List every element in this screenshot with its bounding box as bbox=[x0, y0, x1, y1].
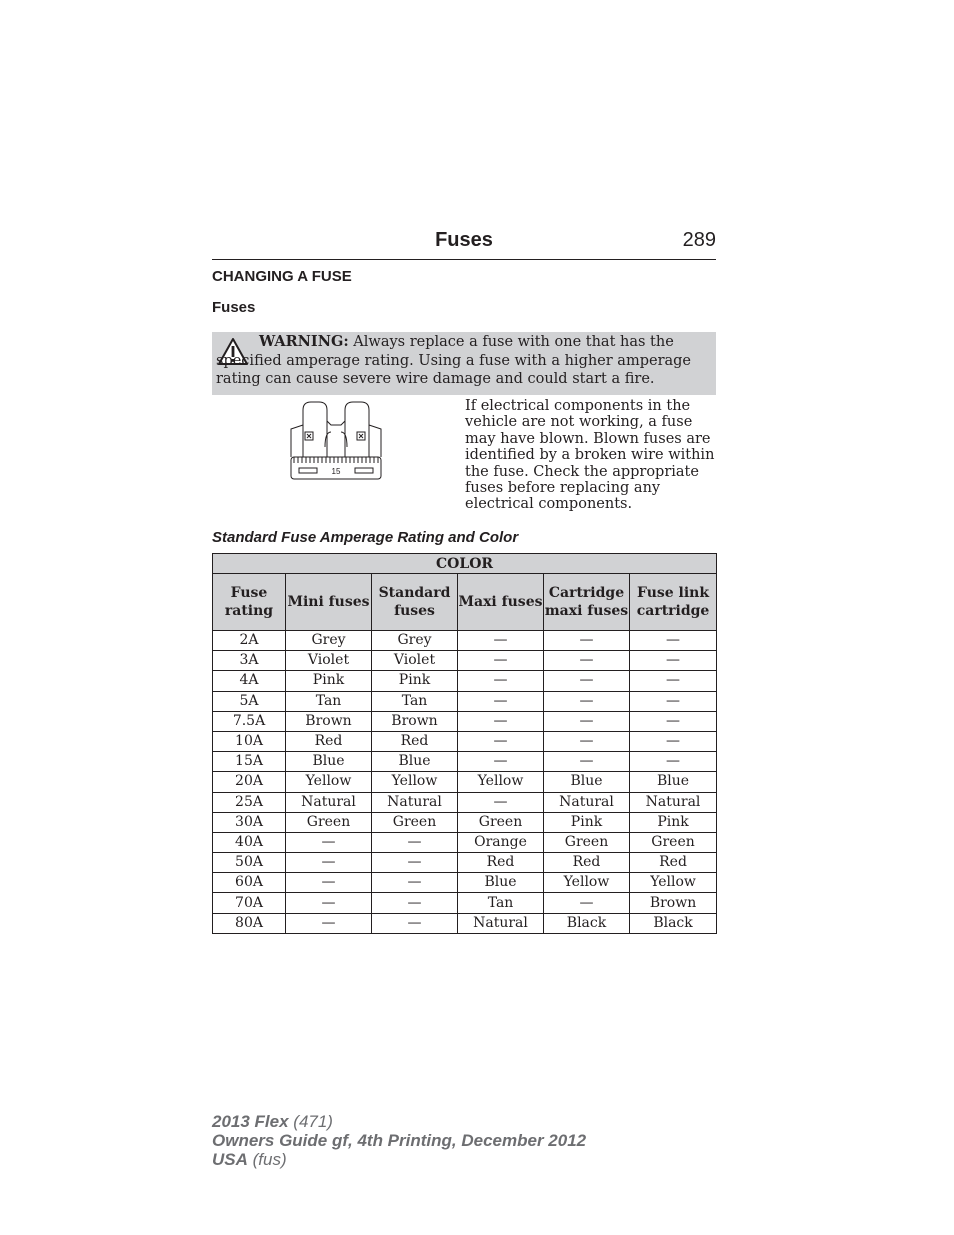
table-cell: 3A bbox=[213, 651, 286, 671]
table-cell: Black bbox=[630, 913, 717, 933]
column-header: Fuse link cartridge bbox=[630, 574, 717, 631]
table-cell: — bbox=[372, 893, 458, 913]
footer-line-3 bbox=[212, 1150, 586, 1169]
table-row bbox=[213, 691, 717, 711]
table-cell: — bbox=[458, 731, 544, 751]
table-cell: Blue bbox=[286, 752, 372, 772]
table-cell: Green bbox=[286, 812, 372, 832]
table-cell: Blue bbox=[630, 772, 717, 792]
subsection-heading: Fuses bbox=[212, 299, 256, 316]
table-cell: — bbox=[286, 873, 372, 893]
fuse-rating-label: 15 bbox=[331, 467, 341, 476]
table-cell: Blue bbox=[458, 873, 544, 893]
table-cell: 2A bbox=[213, 631, 286, 651]
warning-box bbox=[212, 332, 716, 395]
table-cell: Grey bbox=[372, 631, 458, 651]
table-cell: Red bbox=[544, 853, 630, 873]
table-cell: Natural bbox=[286, 792, 372, 812]
table-cell: — bbox=[630, 651, 717, 671]
table-cell: Blue bbox=[372, 752, 458, 772]
table-cell: — bbox=[372, 913, 458, 933]
table-cell: Violet bbox=[286, 651, 372, 671]
table-cell: — bbox=[286, 853, 372, 873]
table-cell: Brown bbox=[286, 711, 372, 731]
table-cell: Pink bbox=[372, 671, 458, 691]
column-header: Maxi fuses bbox=[458, 574, 544, 631]
footer-market-code: (fus) bbox=[247, 1150, 287, 1169]
table-cell: — bbox=[544, 752, 630, 772]
table-cell: Pink bbox=[630, 812, 717, 832]
table-row bbox=[213, 792, 717, 812]
column-header-row bbox=[213, 574, 717, 631]
table-cell: — bbox=[458, 752, 544, 772]
column-header: Standard fuses bbox=[372, 574, 458, 631]
table-cell: Natural bbox=[630, 792, 717, 812]
column-header: Cartridge maxi fuses bbox=[544, 574, 630, 631]
table-cell: 40A bbox=[213, 832, 286, 852]
table-cell: Tan bbox=[286, 691, 372, 711]
table-row bbox=[213, 671, 717, 691]
table-cell: Red bbox=[286, 731, 372, 751]
table-cell: Yellow bbox=[630, 873, 717, 893]
table-row bbox=[213, 731, 717, 751]
table-cell: — bbox=[458, 631, 544, 651]
footer-guide: Owners Guide gf, 4th Printing, December 2012 bbox=[212, 1131, 587, 1150]
page-title: Fuses bbox=[435, 229, 493, 251]
color-group-header: COLOR bbox=[213, 554, 717, 574]
footer-code: (471) bbox=[288, 1112, 333, 1131]
table-cell: — bbox=[458, 671, 544, 691]
fuse-illustration bbox=[289, 401, 383, 481]
table-cell: — bbox=[458, 691, 544, 711]
table-row bbox=[213, 873, 717, 893]
table-cell: 80A bbox=[213, 913, 286, 933]
table-cell: Natural bbox=[372, 792, 458, 812]
table-cell: 15A bbox=[213, 752, 286, 772]
table-cell: 4A bbox=[213, 671, 286, 691]
page-footer bbox=[212, 1112, 586, 1169]
warning-body: Always replace a fuse with one that has the specified amperage rating. Using a fuse with a higher amperage rating can cause severe wire damage and could start a fire. bbox=[216, 334, 692, 387]
table-cell: Natural bbox=[458, 913, 544, 933]
table-cell: 10A bbox=[213, 731, 286, 751]
footer-model: 2013 Flex bbox=[212, 1112, 289, 1131]
table-body bbox=[213, 631, 717, 934]
table-cell: Tan bbox=[372, 691, 458, 711]
footer-line-1 bbox=[212, 1112, 586, 1131]
table-cell: 7.5A bbox=[213, 711, 286, 731]
table-cell: Pink bbox=[544, 812, 630, 832]
column-header: Fuse rating bbox=[213, 574, 286, 631]
table-cell: — bbox=[544, 671, 630, 691]
table-cell: — bbox=[544, 631, 630, 651]
column-header: Mini fuses bbox=[286, 574, 372, 631]
table-cell: Green bbox=[372, 812, 458, 832]
table-cell: — bbox=[630, 711, 717, 731]
table-row bbox=[213, 711, 717, 731]
table-cell: 5A bbox=[213, 691, 286, 711]
table-row bbox=[213, 651, 717, 671]
table-row bbox=[213, 631, 717, 651]
table-cell: — bbox=[544, 651, 630, 671]
table-cell: — bbox=[544, 711, 630, 731]
table-cell: Blue bbox=[544, 772, 630, 792]
warning-text bbox=[216, 333, 710, 389]
table-cell: Green bbox=[630, 832, 717, 852]
table-cell: Yellow bbox=[286, 772, 372, 792]
table-cell: Yellow bbox=[372, 772, 458, 792]
table-cell: — bbox=[458, 711, 544, 731]
page-number: 289 bbox=[682, 229, 716, 251]
table-cell: — bbox=[286, 832, 372, 852]
table-cell: Natural bbox=[544, 792, 630, 812]
section-heading: CHANGING A FUSE bbox=[212, 268, 352, 285]
table-cell: 50A bbox=[213, 853, 286, 873]
table-cell: 60A bbox=[213, 873, 286, 893]
footer-market: USA bbox=[212, 1150, 248, 1169]
table-cell: — bbox=[458, 792, 544, 812]
table-cell: Yellow bbox=[544, 873, 630, 893]
table-cell: — bbox=[630, 731, 717, 751]
warning-label: WARNING: bbox=[259, 333, 349, 350]
fuse-color-table bbox=[212, 553, 717, 934]
table-cell: Brown bbox=[630, 893, 717, 913]
table-cell: — bbox=[630, 631, 717, 651]
table-cell: — bbox=[544, 893, 630, 913]
table-cell: Orange bbox=[458, 832, 544, 852]
table-row bbox=[213, 913, 717, 933]
table-cell: — bbox=[372, 832, 458, 852]
table-cell: 70A bbox=[213, 893, 286, 913]
table-cell: Tan bbox=[458, 893, 544, 913]
table-cell: Red bbox=[630, 853, 717, 873]
table-cell: — bbox=[372, 873, 458, 893]
table-cell: Brown bbox=[372, 711, 458, 731]
table-cell: — bbox=[630, 752, 717, 772]
table-cell: Pink bbox=[286, 671, 372, 691]
table-cell: — bbox=[544, 691, 630, 711]
table-row bbox=[213, 772, 717, 792]
table-cell: — bbox=[372, 853, 458, 873]
table-cell: — bbox=[544, 731, 630, 751]
table-cell: Black bbox=[544, 913, 630, 933]
table-cell: 25A bbox=[213, 792, 286, 812]
page-header bbox=[212, 229, 716, 260]
table-cell: — bbox=[630, 691, 717, 711]
table-cell: Green bbox=[458, 812, 544, 832]
table-cell: Yellow bbox=[458, 772, 544, 792]
table-cell: 20A bbox=[213, 772, 286, 792]
table-row bbox=[213, 812, 717, 832]
table-cell: — bbox=[286, 893, 372, 913]
fuse-description: If electrical components in the vehicle are not working, a fuse may have blown. Blown fuses are identified by a broken wire within the fuse. Check the appropriate fuses before replacing any electrical components. bbox=[465, 398, 715, 513]
table-cell: Grey bbox=[286, 631, 372, 651]
footer-line-2 bbox=[212, 1131, 586, 1150]
table-cell: 30A bbox=[213, 812, 286, 832]
table-cell: — bbox=[458, 651, 544, 671]
table-row bbox=[213, 752, 717, 772]
table-row bbox=[213, 893, 717, 913]
table-cell: Red bbox=[372, 731, 458, 751]
table-cell: Violet bbox=[372, 651, 458, 671]
table-cell: — bbox=[286, 913, 372, 933]
table-row bbox=[213, 853, 717, 873]
table-cell: Green bbox=[544, 832, 630, 852]
table-title: Standard Fuse Amperage Rating and Color bbox=[212, 529, 519, 546]
table-row bbox=[213, 832, 717, 852]
table-cell: — bbox=[630, 671, 717, 691]
table-cell: Red bbox=[458, 853, 544, 873]
